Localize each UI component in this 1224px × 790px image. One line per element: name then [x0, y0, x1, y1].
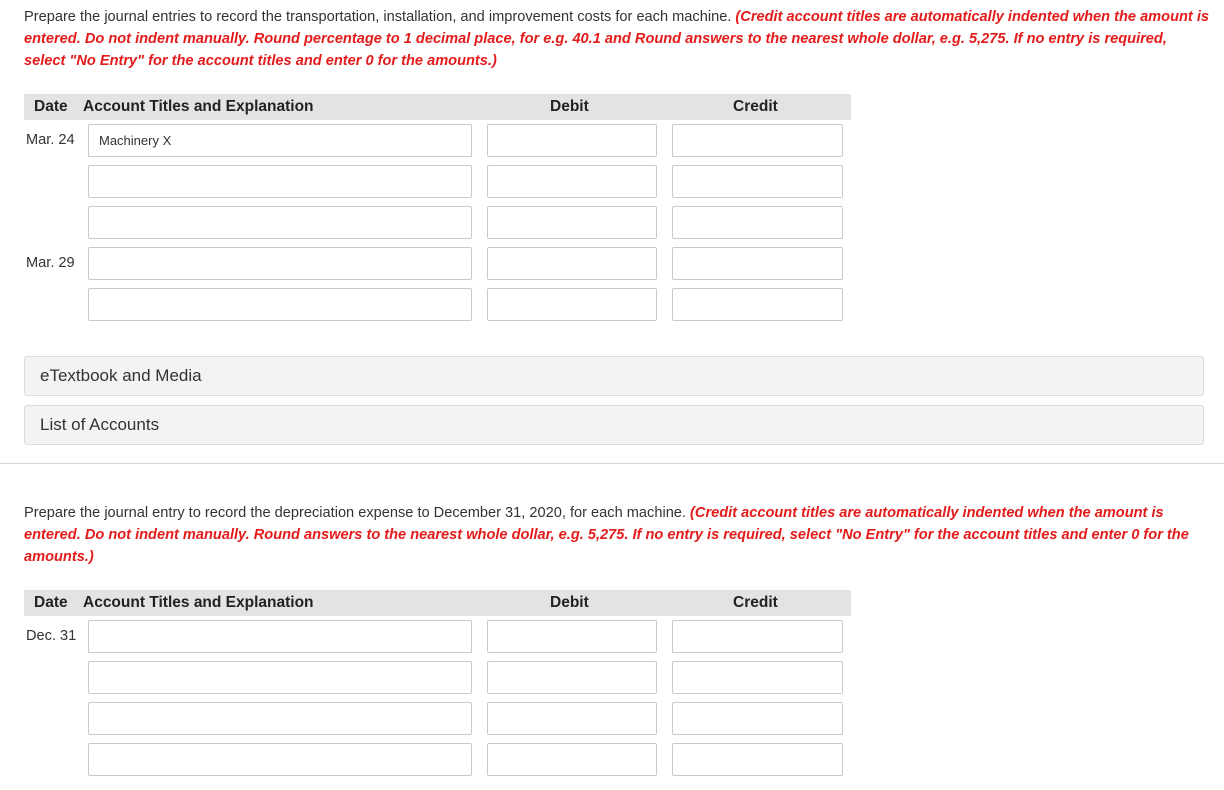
journal-table-2 [24, 590, 851, 644]
journal-table-2-header [24, 590, 851, 616]
credit-amount-input[interactable] [672, 124, 843, 157]
debit-amount-input[interactable] [487, 124, 657, 157]
account-titles-header: Account Titles and Explanation [83, 594, 314, 611]
journal-row [24, 124, 851, 157]
credit-header: Credit [733, 98, 778, 115]
account-title-input[interactable] [88, 247, 472, 280]
credit-amount-input[interactable] [672, 702, 843, 735]
journal-row [24, 288, 851, 321]
journal-row [24, 702, 851, 735]
account-title-input[interactable] [88, 702, 472, 735]
account-title-input[interactable] [88, 288, 472, 321]
debit-header: Debit [550, 98, 589, 115]
credit-amount-input[interactable] [672, 288, 843, 321]
journal-table-1 [24, 94, 851, 271]
journal-row [24, 620, 851, 653]
entry-date: Mar. 29 [26, 255, 75, 271]
account-title-input[interactable] [88, 743, 472, 776]
section-divider [0, 463, 1224, 464]
journal-row [24, 165, 851, 198]
entry-date: Mar. 24 [26, 132, 75, 148]
account-title-input[interactable] [88, 620, 472, 653]
journal-row [24, 247, 851, 280]
part1-instruction-note: (Credit account titles are automatically indented when the amount is entered. Do not indent manually. Round percentage to 1 decimal place, for e.g. 40.1 and Round answers to the nearest whole dollar, e.g. 5,275. If no entry is required, select "No Entry" for the account titles and enter 0 for the amounts.) [24, 9, 1209, 69]
debit-amount-input[interactable] [487, 702, 657, 735]
entry-date: Dec. 31 [26, 628, 77, 644]
debit-amount-input[interactable] [487, 288, 657, 321]
account-title-input[interactable] [88, 165, 472, 198]
account-title-input[interactable] [88, 206, 472, 239]
part2-instructions [24, 502, 1209, 568]
date-header: Date [34, 594, 68, 611]
debit-amount-input[interactable] [487, 743, 657, 776]
account-titles-header: Account Titles and Explanation [83, 98, 314, 115]
date-header: Date [34, 98, 68, 115]
debit-amount-input[interactable] [487, 206, 657, 239]
credit-amount-input[interactable] [672, 247, 843, 280]
credit-amount-input[interactable] [672, 620, 843, 653]
credit-amount-input[interactable] [672, 206, 843, 239]
credit-amount-input[interactable] [672, 661, 843, 694]
account-title-input[interactable] [88, 661, 472, 694]
debit-amount-input[interactable] [487, 247, 657, 280]
credit-amount-input[interactable] [672, 165, 843, 198]
debit-header: Debit [550, 594, 589, 611]
part2-instruction-note: (Credit account titles are automatically indented when the amount is entered. Do not indent manually. Round answers to the nearest whole dollar, e.g. 5,275. If no entry is required, select "No Entry" for the account titles and enter 0 for the amounts.) [24, 505, 1189, 565]
journal-row [24, 661, 851, 694]
part1-instructions [24, 6, 1209, 72]
debit-amount-input[interactable] [487, 661, 657, 694]
journal-table-1-header [24, 94, 851, 120]
credit-amount-input[interactable] [672, 743, 843, 776]
list-of-accounts-button[interactable]: List of Accounts [24, 405, 1204, 445]
journal-row [24, 206, 851, 239]
part2-instruction-text: Prepare the journal entry to record the depreciation expense to December 31, 2020, for each machine. [24, 505, 691, 521]
debit-amount-input[interactable] [487, 620, 657, 653]
journal-row [24, 743, 851, 776]
part1-instruction-text: Prepare the journal entries to record the transportation, installation, and improvement costs for each machine. [24, 9, 736, 25]
debit-amount-input[interactable] [487, 165, 657, 198]
credit-header: Credit [733, 594, 778, 611]
account-title-input[interactable] [88, 124, 472, 157]
etextbook-media-button[interactable]: eTextbook and Media [24, 356, 1204, 396]
